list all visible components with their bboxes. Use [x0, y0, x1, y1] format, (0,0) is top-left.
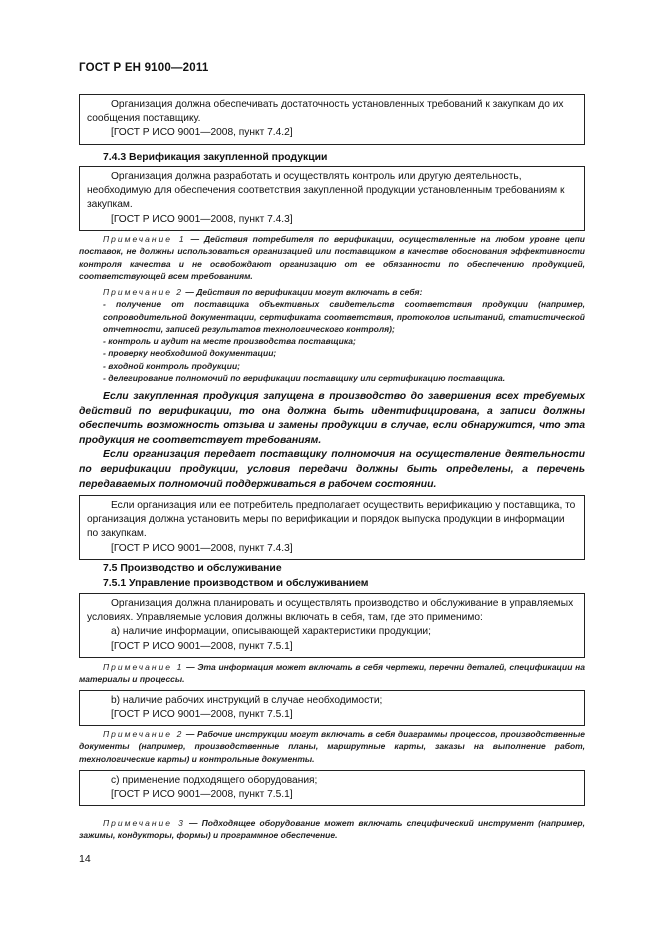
note-label: Примечание 2: [103, 729, 184, 739]
requirement-box-item-c: [79, 770, 585, 806]
note-label: Примечание 3: [103, 818, 185, 828]
requirement-box-item-b: [79, 690, 585, 726]
note-2-production: [79, 728, 585, 765]
list-item: - входной контроль продукции;: [103, 360, 241, 371]
document-header: ГОСТ Р ЕН 9100—2011: [79, 62, 209, 74]
requirement-box-7-4-3: [79, 166, 585, 231]
aerospace-requirement-text: [79, 390, 585, 492]
note-text: — Подходящее оборудование может включать специфический инструмент (например, зажимы, кондукторы, формы) и программное обеспечение.: [79, 818, 585, 841]
note-text: — Рабочие инструкции могут включать в себя диаграммы процессов, производственные документы (например, производственные планы, маршрутные карты, заказы на выполнение работ, технологические карты) и контрольные документы.: [79, 729, 585, 764]
requirement-text: Организация должна планировать и осуществлять производство и обслуживание в управляемых условиях. Управляемые условия должны включать в себя, там, где это применимо:: [87, 598, 574, 624]
note-3-production: [79, 817, 585, 842]
standard-reference: [ГОСТ Р ИСО 9001—2008, пункт 7.5.1]: [111, 789, 293, 801]
requirement-box-7-5-1: [79, 593, 585, 658]
standard-reference: [ГОСТ Р ИСО 9001—2008, пункт 7.4.3]: [111, 213, 293, 225]
requirement-text: Организация должна обеспечивать достаточность установленных требований к закупкам до их сообщения поставщику.: [87, 99, 564, 125]
page-number: 14: [79, 853, 91, 865]
paragraph-delegation: Если организация передает поставщику полномочия на осуществление деятельности по верификации продукции, условия передачи должны быть определены, а перечень передаваемых полномочий поддерживаться в рабочем состоянии.: [79, 449, 585, 490]
requirement-text: Организация должна разработать и осуществлять контроль или другую деятельность, необходимую для обеспечения соответствия закупленной продукции установленным требованиям к закупкам.: [87, 171, 565, 211]
list-item: - получение от поставщика объективных свидетельств соответствия продукции (например, сопроводительной документации, сертификата соответствия, протоколов испытаний, статистической отчетности, записей результатов технологического контроля);: [103, 299, 585, 334]
list-item: - проверку необходимой документации;: [103, 348, 277, 359]
note-1-verification: [79, 233, 585, 282]
list-item: - делегирование полномочий по верификации поставщику или сертификацию поставщика.: [103, 373, 506, 384]
section-heading-7-5: 7.5 Производство и обслуживание: [103, 563, 282, 574]
standard-reference: [ГОСТ Р ИСО 9001—2008, пункт 7.5.1]: [111, 709, 293, 721]
note-text: — Эта информация может включать в себя чертежи, перечни деталей, спецификации на материалы и процессы.: [79, 662, 586, 685]
section-heading-7-5-1: 7.5.1 Управление производством и обслуживанием: [103, 578, 369, 589]
section-heading-7-4-3: 7.4.3 Верификация закупленной продукции: [103, 152, 328, 163]
note-text: — Действия по верификации могут включать в себя:: [183, 287, 423, 297]
paragraph-released-product: Если закупленная продукция запущена в производство до завершения всех требуемых действий по верификации, то она должна быть идентифицирована, а записи должны обеспечить возможность отзыва и замены продукции в случае, если обнаружится, что эта продукция не соответствует требованиям.: [79, 391, 585, 446]
standard-reference: [ГОСТ Р ИСО 9001—2008, пункт 7.4.3]: [111, 542, 293, 554]
list-item-a: a) наличие информации, описывающей характеристики продукции;: [111, 626, 431, 638]
note-2-verification: [79, 286, 585, 384]
note-label: Примечание 1: [103, 234, 186, 244]
standard-reference: [ГОСТ Р ИСО 9001—2008, пункт 7.4.2]: [111, 127, 293, 139]
note-label: Примечание 1: [103, 662, 184, 672]
list-item-c: c) применение подходящего оборудования;: [111, 775, 318, 786]
note-label: Примечание 2: [103, 287, 184, 297]
requirement-box-7-4-2: [79, 94, 585, 145]
note-text: — Действия потребителя по верификации, осуществленные на любом уровне цепи поставок, не должны использоваться организацией или поставщиком в качестве обоснования эффективности контроля качества и не освобождают организацию от ее обязанности по обеспечению продукцией, соответствующей всем требованиям.: [79, 234, 586, 281]
list-item-b: b) наличие рабочих инструкций в случае необходимости;: [111, 695, 383, 706]
requirement-box-source-verification: [79, 495, 585, 560]
note-1-production: [79, 661, 585, 686]
list-item: - контроль и аудит на месте производства поставщика;: [103, 336, 356, 347]
requirement-text: Если организация или ее потребитель предполагает осуществить верификацию у поставщика, то организация должна установить меры по верификации и порядок выпуска продукции в информации по закупкам.: [87, 500, 576, 540]
standard-reference: [ГОСТ Р ИСО 9001—2008, пункт 7.5.1]: [111, 640, 293, 652]
